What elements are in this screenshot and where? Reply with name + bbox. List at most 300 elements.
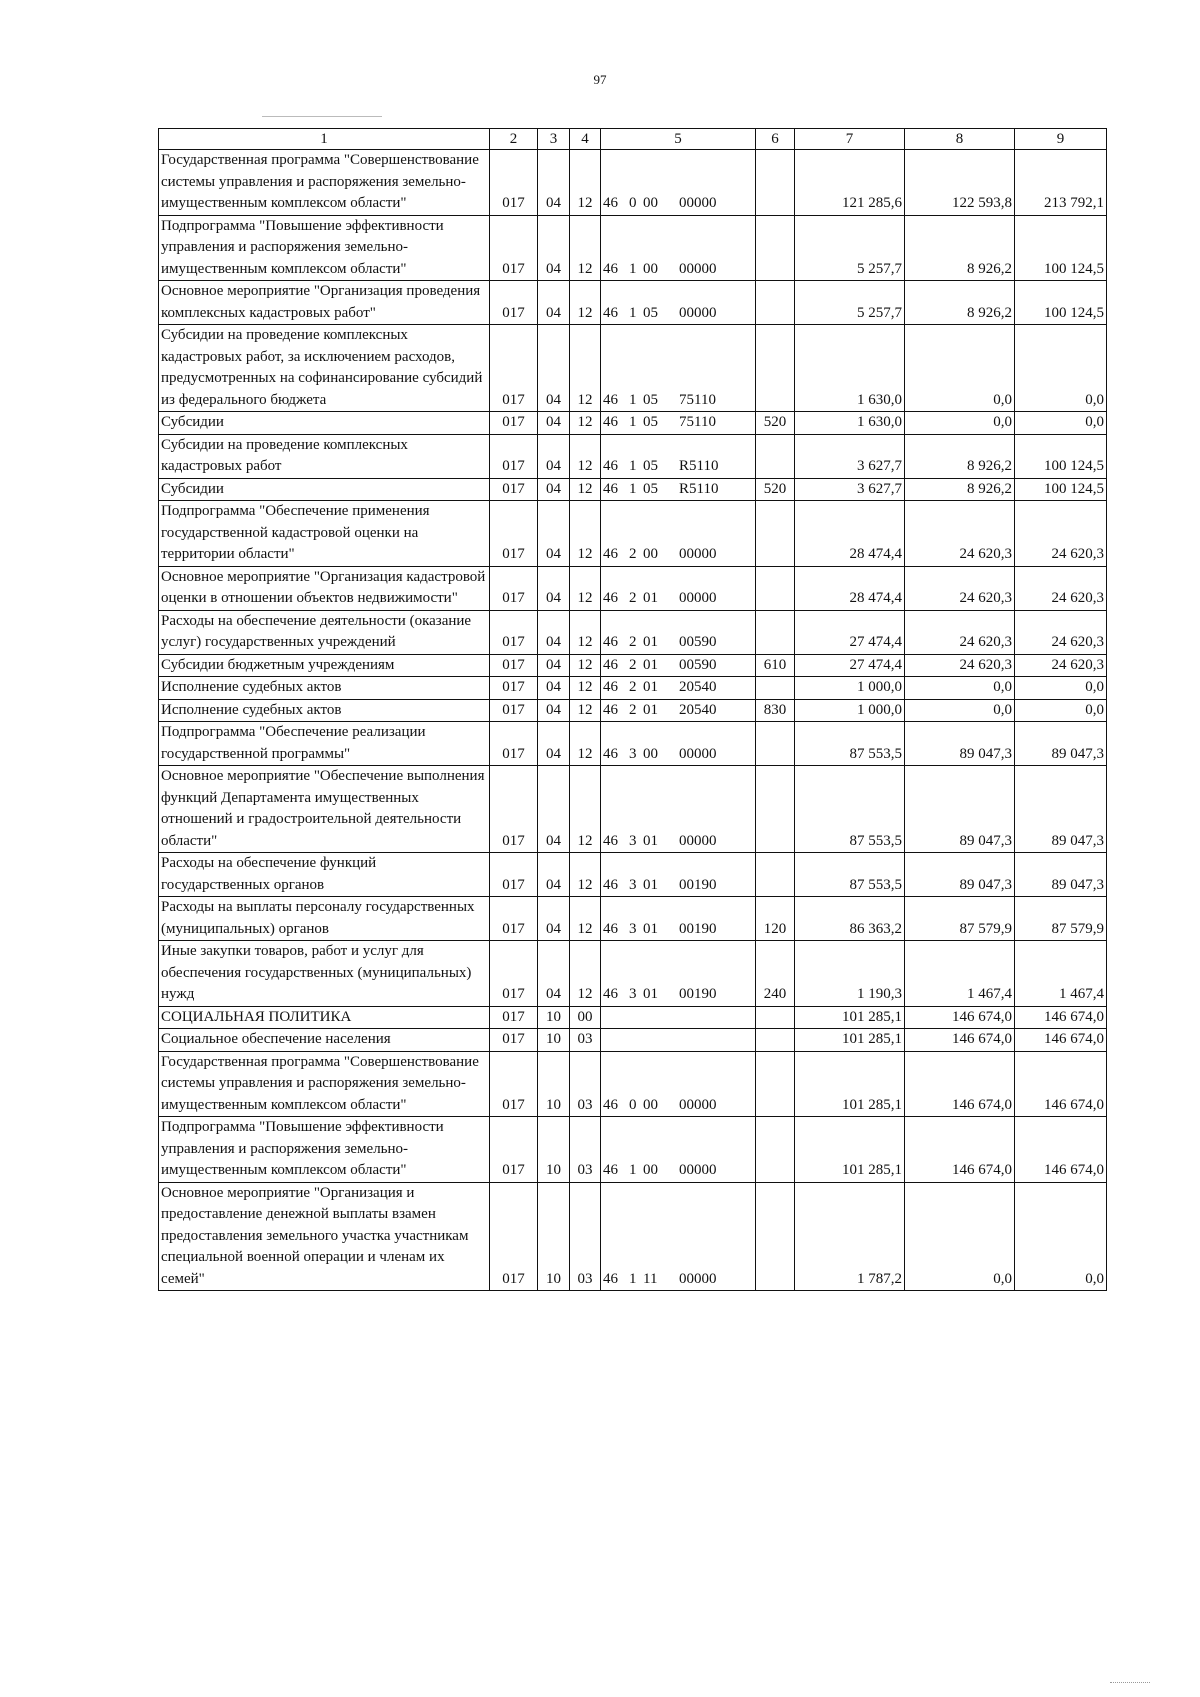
row-subsection-code: 12 — [570, 412, 601, 435]
row-name: Государственная программа "Совершенствование системы управления и распоряжения земельно-имущественным комплексом области" — [159, 150, 490, 216]
row-target-article — [601, 501, 756, 567]
target-article-direction: 00000 — [679, 260, 717, 277]
table-row — [159, 412, 1107, 435]
row-amount-col8: 122 593,8 — [905, 150, 1015, 216]
row-amount-col8: 89 047,3 — [905, 766, 1015, 853]
target-article-event: 01 — [643, 920, 658, 937]
row-amount-col7: 27 474,4 — [795, 654, 905, 677]
target-article-subprogram: 2 — [629, 701, 637, 718]
row-ministry-code: 017 — [490, 897, 538, 941]
target-article-direction: 20540 — [679, 701, 717, 718]
row-amount-col7: 87 553,5 — [795, 766, 905, 853]
column-header: 1 — [159, 129, 490, 150]
table-body — [159, 150, 1107, 1291]
row-expense-type — [756, 853, 795, 897]
row-amount-col8: 0,0 — [905, 412, 1015, 435]
row-amount-col7: 27 474,4 — [795, 610, 905, 654]
target-article-event: 01 — [643, 590, 658, 606]
row-section-code: 04 — [538, 215, 570, 281]
target-article-program: 46 — [603, 701, 618, 718]
target-article-subprogram: 3 — [629, 832, 637, 849]
target-article-direction: R5110 — [679, 458, 719, 474]
target-article-direction: 75110 — [679, 414, 716, 430]
row-ministry-code: 017 — [490, 1006, 538, 1029]
row-amount-col9: 24 620,3 — [1015, 566, 1107, 610]
row-amount-col7: 1 000,0 — [795, 699, 905, 722]
row-amount-col9: 0,0 — [1015, 1182, 1107, 1291]
row-expense-type — [756, 677, 795, 700]
target-article-direction: 00190 — [679, 920, 717, 937]
target-article-direction: 75110 — [679, 391, 716, 408]
row-amount-col9: 89 047,3 — [1015, 853, 1107, 897]
row-ministry-code: 017 — [490, 677, 538, 700]
table-row — [159, 1006, 1107, 1029]
row-ministry-code: 017 — [490, 281, 538, 325]
row-name: Государственная программа "Совершенствование системы управления и распоряжения земельно-имущественным комплексом области" — [159, 1051, 490, 1117]
target-article-subprogram: 0 — [629, 1096, 637, 1113]
row-subsection-code: 12 — [570, 325, 601, 412]
column-header: 6 — [756, 129, 795, 150]
row-subsection-code: 12 — [570, 610, 601, 654]
column-header: 2 — [490, 129, 538, 150]
row-target-article — [601, 677, 756, 700]
row-amount-col9: 0,0 — [1015, 699, 1107, 722]
target-article-event: 01 — [643, 679, 658, 695]
row-expense-type — [756, 215, 795, 281]
row-subsection-code: 12 — [570, 478, 601, 501]
row-amount-col9: 1 467,4 — [1015, 941, 1107, 1007]
row-section-code: 04 — [538, 150, 570, 216]
row-amount-col7: 101 285,1 — [795, 1117, 905, 1183]
row-target-article — [601, 150, 756, 216]
row-section-code: 04 — [538, 610, 570, 654]
target-article-event: 05 — [643, 414, 658, 430]
row-section-code: 04 — [538, 412, 570, 435]
row-expense-type — [756, 1006, 795, 1029]
row-section-code: 04 — [538, 722, 570, 766]
row-subsection-code: 12 — [570, 897, 601, 941]
table-row — [159, 1117, 1107, 1183]
row-amount-col7: 1 630,0 — [795, 412, 905, 435]
row-amount-col7: 1 190,3 — [795, 941, 905, 1007]
row-subsection-code: 12 — [570, 677, 601, 700]
target-article-program: 46 — [603, 1162, 618, 1178]
row-subsection-code: 12 — [570, 853, 601, 897]
row-subsection-code: 12 — [570, 722, 601, 766]
target-article-direction: 00000 — [679, 1162, 717, 1178]
row-amount-col9: 89 047,3 — [1015, 766, 1107, 853]
target-article-direction: 00590 — [679, 634, 717, 650]
row-target-article — [601, 434, 756, 478]
row-name: Субсидии на проведение комплексных кадастровых работ — [159, 434, 490, 478]
row-ministry-code: 017 — [490, 610, 538, 654]
target-article-subprogram: 3 — [629, 986, 637, 1002]
target-article-subprogram: 1 — [629, 304, 637, 321]
row-ministry-code: 017 — [490, 325, 538, 412]
target-article-direction: 00000 — [679, 745, 717, 762]
row-target-article — [601, 853, 756, 897]
table-row — [159, 281, 1107, 325]
row-amount-col8: 0,0 — [905, 677, 1015, 700]
table-row — [159, 677, 1107, 700]
row-section-code: 10 — [538, 1051, 570, 1117]
row-section-code: 04 — [538, 478, 570, 501]
table-row — [159, 610, 1107, 654]
row-amount-col7: 5 257,7 — [795, 215, 905, 281]
table-row — [159, 654, 1107, 677]
target-article-direction: 00000 — [679, 304, 717, 321]
row-name: Расходы на выплаты персоналу государственных (муниципальных) органов — [159, 897, 490, 941]
row-target-article — [601, 1182, 756, 1291]
row-name: Социальное обеспечение населения — [159, 1029, 490, 1052]
row-amount-col7: 5 257,7 — [795, 281, 905, 325]
table-row — [159, 566, 1107, 610]
row-ministry-code: 017 — [490, 434, 538, 478]
target-article-subprogram: 2 — [629, 634, 637, 650]
row-subsection-code: 12 — [570, 566, 601, 610]
target-article-direction: 00190 — [679, 876, 717, 893]
target-article-subprogram: 2 — [629, 590, 637, 606]
row-amount-col8: 8 926,2 — [905, 281, 1015, 325]
target-article-direction: 00000 — [679, 1096, 717, 1113]
row-ministry-code: 017 — [490, 412, 538, 435]
row-amount-col9: 87 579,9 — [1015, 897, 1107, 941]
table-row — [159, 150, 1107, 216]
target-article-program: 46 — [603, 195, 618, 211]
row-amount-col8: 146 674,0 — [905, 1006, 1015, 1029]
column-header: 4 — [570, 129, 601, 150]
target-article-event: 01 — [643, 832, 658, 849]
row-amount-col7: 101 285,1 — [795, 1006, 905, 1029]
target-article-event: 00 — [643, 546, 658, 562]
row-subsection-code: 03 — [570, 1051, 601, 1117]
row-amount-col7: 1 787,2 — [795, 1182, 905, 1291]
row-name: Подпрограмма "Повышение эффективности управления и распоряжения земельно-имущественным комплексом области" — [159, 215, 490, 281]
row-target-article — [601, 1006, 756, 1029]
row-target-article — [601, 1051, 756, 1117]
row-subsection-code: 12 — [570, 281, 601, 325]
row-section-code: 04 — [538, 566, 570, 610]
table-row — [159, 1029, 1107, 1052]
row-section-code: 04 — [538, 766, 570, 853]
row-ministry-code: 017 — [490, 699, 538, 722]
table-row — [159, 722, 1107, 766]
row-target-article — [601, 897, 756, 941]
row-amount-col8: 89 047,3 — [905, 722, 1015, 766]
row-expense-type — [756, 722, 795, 766]
row-expense-type: 520 — [756, 478, 795, 501]
row-amount-col7: 3 627,7 — [795, 478, 905, 501]
row-amount-col9: 89 047,3 — [1015, 722, 1107, 766]
row-amount-col8: 24 620,3 — [905, 566, 1015, 610]
target-article-event: 00 — [643, 195, 658, 211]
target-article-event: 11 — [643, 1270, 658, 1287]
row-target-article — [601, 699, 756, 722]
target-article-direction: 00000 — [679, 1270, 717, 1287]
row-amount-col9: 24 620,3 — [1015, 654, 1107, 677]
row-name: Подпрограмма "Повышение эффективности управления и распоряжения земельно-имущественным комплексом области" — [159, 1117, 490, 1183]
row-amount-col9: 100 124,5 — [1015, 434, 1107, 478]
row-target-article — [601, 1029, 756, 1052]
target-article-direction: 00000 — [679, 546, 717, 562]
target-article-event: 05 — [643, 391, 658, 408]
table-row — [159, 1182, 1107, 1291]
row-amount-col7: 87 553,5 — [795, 722, 905, 766]
table-row — [159, 897, 1107, 941]
target-article-program: 46 — [603, 634, 618, 650]
budget-table — [158, 128, 1107, 1291]
row-ministry-code: 017 — [490, 150, 538, 216]
row-target-article — [601, 325, 756, 412]
row-expense-type — [756, 1051, 795, 1117]
row-subsection-code: 12 — [570, 150, 601, 216]
row-section-code: 04 — [538, 325, 570, 412]
target-article-program: 46 — [603, 480, 618, 497]
row-section-code: 10 — [538, 1006, 570, 1029]
row-amount-col8: 89 047,3 — [905, 853, 1015, 897]
row-amount-col8: 24 620,3 — [905, 610, 1015, 654]
row-subsection-code: 12 — [570, 941, 601, 1007]
target-article-subprogram: 3 — [629, 745, 637, 762]
row-section-code: 04 — [538, 853, 570, 897]
target-article-subprogram: 2 — [629, 546, 637, 562]
target-article-program: 46 — [603, 546, 618, 562]
target-article-event: 01 — [643, 701, 658, 718]
row-name: СОЦИАЛЬНАЯ ПОЛИТИКА — [159, 1006, 490, 1029]
row-name: Субсидии — [159, 412, 490, 435]
row-expense-type — [756, 1182, 795, 1291]
row-amount-col7: 28 474,4 — [795, 501, 905, 567]
row-amount-col7: 87 553,5 — [795, 853, 905, 897]
row-section-code: 10 — [538, 1182, 570, 1291]
row-name: Иные закупки товаров, работ и услуг для обеспечения государственных (муниципальных) нужд — [159, 941, 490, 1007]
table-row — [159, 766, 1107, 853]
row-name: Исполнение судебных актов — [159, 699, 490, 722]
footer-mark — [1110, 1682, 1150, 1683]
row-amount-col8: 8 926,2 — [905, 434, 1015, 478]
row-amount-col8: 8 926,2 — [905, 215, 1015, 281]
target-article-program: 46 — [603, 920, 618, 937]
target-article-event: 05 — [643, 304, 658, 321]
table-header-row — [159, 129, 1107, 150]
row-amount-col9: 146 674,0 — [1015, 1051, 1107, 1117]
row-expense-type — [756, 434, 795, 478]
table-row — [159, 325, 1107, 412]
row-subsection-code: 12 — [570, 215, 601, 281]
target-article-subprogram: 1 — [629, 1162, 637, 1178]
row-expense-type — [756, 325, 795, 412]
row-name: Основное мероприятие "Обеспечение выполнения функций Департамента имущественных отношений и градостроительной деятельности области" — [159, 766, 490, 853]
row-expense-type: 610 — [756, 654, 795, 677]
row-name: Основное мероприятие "Организация и предоставление денежной выплаты взамен предоставления земельного участка участникам специальной военной операции и членам их семей" — [159, 1182, 490, 1291]
row-name: Субсидии на проведение комплексных кадастровых работ, за исключением расходов, предусмотренных на софинансирование субсидий из федерального бюджета — [159, 325, 490, 412]
row-ministry-code: 017 — [490, 654, 538, 677]
row-ministry-code: 017 — [490, 766, 538, 853]
target-article-direction: R5110 — [679, 480, 719, 497]
row-subsection-code: 03 — [570, 1182, 601, 1291]
column-header: 7 — [795, 129, 905, 150]
target-article-program: 46 — [603, 679, 618, 695]
column-header: 5 — [601, 129, 756, 150]
row-section-code: 04 — [538, 897, 570, 941]
row-amount-col9: 146 674,0 — [1015, 1029, 1107, 1052]
row-subsection-code: 12 — [570, 654, 601, 677]
row-name: Основное мероприятие "Организация проведения комплексных кадастровых работ" — [159, 281, 490, 325]
row-expense-type — [756, 150, 795, 216]
column-header: 3 — [538, 129, 570, 150]
row-amount-col7: 1 630,0 — [795, 325, 905, 412]
row-amount-col7: 86 363,2 — [795, 897, 905, 941]
target-article-event: 01 — [643, 986, 658, 1002]
row-amount-col9: 100 124,5 — [1015, 281, 1107, 325]
row-amount-col9: 0,0 — [1015, 412, 1107, 435]
target-article-event: 01 — [643, 634, 658, 650]
row-amount-col9: 146 674,0 — [1015, 1117, 1107, 1183]
row-ministry-code: 017 — [490, 566, 538, 610]
row-expense-type — [756, 766, 795, 853]
row-name: Расходы на обеспечение деятельности (оказание услуг) государственных учреждений — [159, 610, 490, 654]
target-article-program: 46 — [603, 1270, 618, 1287]
table-row — [159, 434, 1107, 478]
row-section-code: 04 — [538, 677, 570, 700]
row-amount-col9: 146 674,0 — [1015, 1006, 1107, 1029]
row-name: Основное мероприятие "Организация кадастровой оценки в отношении объектов недвижимости" — [159, 566, 490, 610]
row-expense-type: 120 — [756, 897, 795, 941]
target-article-subprogram: 1 — [629, 1270, 637, 1287]
target-article-subprogram: 3 — [629, 920, 637, 937]
target-article-event: 05 — [643, 458, 658, 474]
row-name: Исполнение судебных актов — [159, 677, 490, 700]
table-row — [159, 501, 1107, 567]
row-target-article — [601, 722, 756, 766]
row-section-code: 04 — [538, 281, 570, 325]
row-amount-col8: 0,0 — [905, 699, 1015, 722]
row-expense-type — [756, 281, 795, 325]
table-row — [159, 699, 1107, 722]
target-article-program: 46 — [603, 590, 618, 606]
row-subsection-code: 03 — [570, 1117, 601, 1183]
row-amount-col7: 121 285,6 — [795, 150, 905, 216]
target-article-program: 46 — [603, 414, 618, 430]
row-ministry-code: 017 — [490, 478, 538, 501]
row-amount-col8: 1 467,4 — [905, 941, 1015, 1007]
row-expense-type: 520 — [756, 412, 795, 435]
target-article-subprogram: 0 — [629, 195, 637, 211]
row-subsection-code: 12 — [570, 766, 601, 853]
target-article-subprogram: 1 — [629, 458, 637, 474]
row-name: Подпрограмма "Обеспечение реализации государственной программы" — [159, 722, 490, 766]
table-row — [159, 853, 1107, 897]
row-ministry-code: 017 — [490, 722, 538, 766]
row-target-article — [601, 478, 756, 501]
row-target-article — [601, 566, 756, 610]
target-article-direction: 00190 — [679, 986, 717, 1002]
row-ministry-code: 017 — [490, 1117, 538, 1183]
row-target-article — [601, 941, 756, 1007]
target-article-subprogram: 1 — [629, 414, 637, 430]
target-article-program: 46 — [603, 304, 618, 321]
table-row — [159, 941, 1107, 1007]
row-amount-col9: 24 620,3 — [1015, 501, 1107, 567]
row-name: Подпрограмма "Обеспечение применения государственной кадастровой оценки на территории области" — [159, 501, 490, 567]
row-amount-col8: 87 579,9 — [905, 897, 1015, 941]
row-amount-col9: 0,0 — [1015, 677, 1107, 700]
target-article-event: 01 — [643, 876, 658, 893]
target-article-event: 00 — [643, 1096, 658, 1113]
row-amount-col8: 24 620,3 — [905, 654, 1015, 677]
row-ministry-code: 017 — [490, 1029, 538, 1052]
target-article-program: 46 — [603, 1096, 618, 1113]
target-article-program: 46 — [603, 260, 618, 277]
target-article-event: 01 — [643, 656, 658, 673]
target-article-event: 05 — [643, 480, 658, 497]
header-rule — [262, 116, 382, 117]
target-article-subprogram: 3 — [629, 876, 637, 893]
row-target-article — [601, 610, 756, 654]
target-article-subprogram: 1 — [629, 480, 637, 497]
row-subsection-code: 12 — [570, 501, 601, 567]
row-name: Субсидии — [159, 478, 490, 501]
row-name: Расходы на обеспечение функций государственных органов — [159, 853, 490, 897]
target-article-subprogram: 1 — [629, 391, 637, 408]
row-amount-col9: 24 620,3 — [1015, 610, 1107, 654]
row-expense-type — [756, 501, 795, 567]
row-section-code: 04 — [538, 699, 570, 722]
target-article-direction: 00000 — [679, 590, 717, 606]
row-target-article — [601, 1117, 756, 1183]
row-amount-col9: 100 124,5 — [1015, 478, 1107, 501]
row-ministry-code: 017 — [490, 941, 538, 1007]
row-target-article — [601, 654, 756, 677]
row-amount-col9: 0,0 — [1015, 325, 1107, 412]
row-section-code: 04 — [538, 434, 570, 478]
target-article-direction: 00590 — [679, 656, 717, 673]
target-article-program: 46 — [603, 986, 618, 1002]
row-amount-col8: 8 926,2 — [905, 478, 1015, 501]
row-expense-type: 830 — [756, 699, 795, 722]
row-amount-col8: 0,0 — [905, 325, 1015, 412]
table-row — [159, 215, 1107, 281]
row-section-code: 10 — [538, 1117, 570, 1183]
row-expense-type — [756, 1029, 795, 1052]
target-article-direction: 20540 — [679, 679, 717, 695]
row-subsection-code: 12 — [570, 699, 601, 722]
row-subsection-code: 03 — [570, 1029, 601, 1052]
row-ministry-code: 017 — [490, 853, 538, 897]
row-ministry-code: 017 — [490, 1182, 538, 1291]
target-article-program: 46 — [603, 876, 618, 893]
row-ministry-code: 017 — [490, 501, 538, 567]
target-article-program: 46 — [603, 458, 618, 474]
row-ministry-code: 017 — [490, 1051, 538, 1117]
row-amount-col8: 146 674,0 — [905, 1029, 1015, 1052]
target-article-event: 00 — [643, 745, 658, 762]
target-article-program: 46 — [603, 745, 618, 762]
target-article-subprogram: 2 — [629, 656, 637, 673]
row-name: Субсидии бюджетным учреждениям — [159, 654, 490, 677]
row-amount-col7: 28 474,4 — [795, 566, 905, 610]
target-article-event: 00 — [643, 260, 658, 277]
row-amount-col9: 100 124,5 — [1015, 215, 1107, 281]
column-header: 8 — [905, 129, 1015, 150]
row-amount-col8: 24 620,3 — [905, 501, 1015, 567]
row-amount-col8: 146 674,0 — [905, 1051, 1015, 1117]
row-amount-col8: 146 674,0 — [905, 1117, 1015, 1183]
target-article-program: 46 — [603, 832, 618, 849]
table-row — [159, 478, 1107, 501]
row-amount-col7: 101 285,1 — [795, 1029, 905, 1052]
row-amount-col8: 0,0 — [905, 1182, 1015, 1291]
